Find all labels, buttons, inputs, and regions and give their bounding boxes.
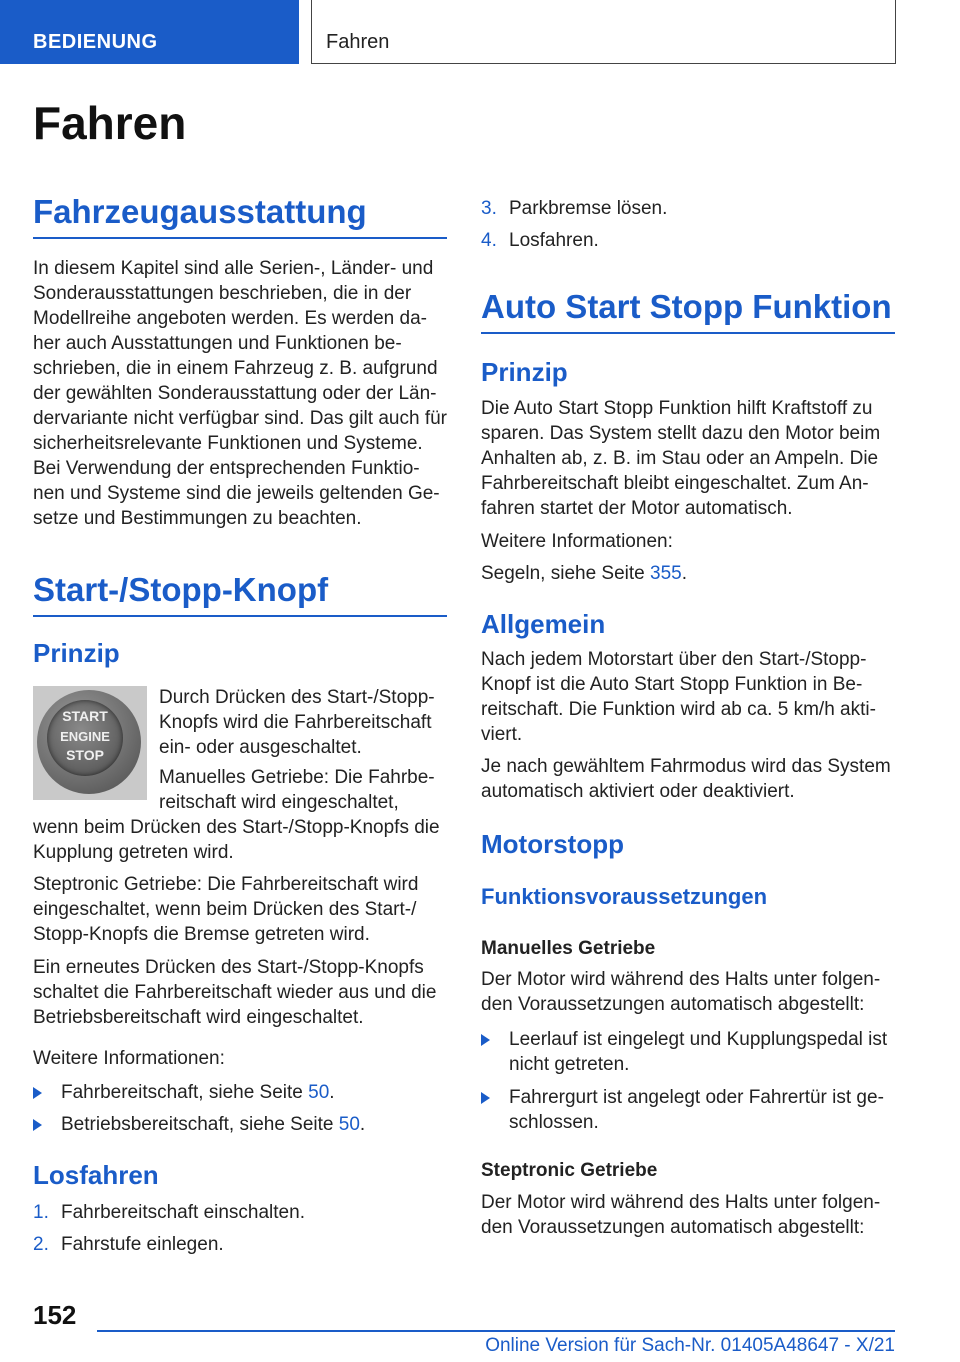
heading-prinzip-left: Prinzip bbox=[33, 638, 120, 668]
footer-online-version: Online Version für Sach-Nr. 01405A48647 - X/21 bbox=[485, 1335, 895, 1356]
paragraph-prinzip-4: Ein erneutes Drücken des Start-/Stopp-Knopfs schaltet die Fahrbereitschaft wieder aus und die Betriebsbereitschaft wird eingeschaltet. bbox=[33, 957, 437, 1028]
list-item: 1. Fahrbereitschaft einschalten. bbox=[33, 1202, 305, 1223]
heading-auto-start-stopp-funktion: Auto Start Stopp Funktion bbox=[481, 288, 895, 334]
start-engine-stop-button-image bbox=[33, 686, 147, 800]
heading-manuelles-getriebe: Manuelles Getriebe bbox=[481, 938, 656, 959]
triangle-bullet-icon bbox=[481, 1092, 490, 1104]
button-label-start: START bbox=[62, 708, 108, 724]
paragraph-prinzip-3: Steptronic Getriebe: Die Fahrbereitschaft wird eingeschaltet, wenn beim Drücken des Start-/ Stopp-Knopfs die Bremse getreten wird. bbox=[33, 874, 419, 945]
button-label-stop: STOP bbox=[66, 747, 104, 763]
footer-divider bbox=[97, 1330, 895, 1332]
triangle-bullet-icon bbox=[33, 1119, 42, 1131]
paragraph-manuelles-getriebe: Der Motor wird während des Halts unter folgen- den Voraussetzungen automatisch abgestellt: bbox=[481, 969, 881, 1015]
list-item: Fahrbereitschaft, siehe Seite 50. bbox=[33, 1080, 453, 1105]
weitere-informationen-left: Weitere Informationen: bbox=[33, 1048, 225, 1069]
paragraph-prinzip-right: Die Auto Start Stopp Funktion hilft Kraftstoff zu sparen. Das System stellt dazu den Motor beim Anhalten ab, z. B. im Stau oder an Ampeln. Die Fahrbereitschaft bleibt eingeschaltet. Zum An- fahren startet der Motor automatisch. bbox=[481, 398, 881, 519]
paragraph-allgemein-1: Nach jedem Motorstart über den Start-/Stopp- Knopf ist die Auto Start Stopp Funktion in Be- reitschaft. Die Funktion wird ab ca. 5 km/h akti- viert. bbox=[481, 649, 876, 745]
heading-losfahren: Losfahren bbox=[33, 1160, 159, 1190]
heading-steptronic-getriebe: Steptronic Getriebe bbox=[481, 1160, 658, 1181]
heading-fahrzeugausstattung: Fahrzeugausstattung bbox=[33, 193, 447, 239]
triangle-bullet-icon bbox=[33, 1087, 42, 1099]
page-title: Fahren bbox=[33, 97, 187, 149]
list-item: Leerlauf ist eingelegt und Kupplungspedal ist nicht getreten. bbox=[481, 1027, 895, 1077]
page-number: 152 bbox=[33, 1300, 77, 1330]
paragraph-prinzip-1: Durch Drücken des Start-/Stopp- Knopfs wird die Fahrbereitschaft ein- oder ausgeschaltet. bbox=[159, 687, 435, 758]
list-item: 2. Fahrstufe einlegen. bbox=[33, 1234, 224, 1255]
list-item: 3. Parkbremse lösen. bbox=[481, 198, 668, 219]
heading-funktionsvoraussetzungen: Funktionsvoraussetzungen bbox=[481, 884, 768, 909]
paragraph-allgemein-2: Je nach gewähltem Fahrmodus wird das System automatisch aktiviert oder deaktiviert. bbox=[481, 756, 891, 802]
heading-motorstopp: Motorstopp bbox=[481, 829, 624, 859]
heading-allgemein: Allgemein bbox=[481, 609, 606, 639]
heading-start-stopp-knopf: Start-/Stopp-Knopf bbox=[33, 571, 447, 617]
paragraph-prinzip-2a: Manuelles Getriebe: Die Fahrbe- reitschaft wird eingeschaltet, bbox=[159, 767, 435, 813]
page-link-355-segeln[interactable]: 355 bbox=[650, 563, 682, 584]
paragraph-prinzip-2b: wenn beim Drücken des Start-/Stopp-Knopfs die Kupplung getreten wird. bbox=[33, 817, 440, 863]
paragraph-steptronic-getriebe: Der Motor wird während des Halts unter folgen- den Voraussetzungen automatisch abgestellt: bbox=[481, 1192, 881, 1238]
header-chapter-box: Fahren bbox=[311, 0, 896, 64]
button-label-engine: ENGINE bbox=[60, 729, 110, 744]
weitere-informationen-right: Weitere Informationen: bbox=[481, 531, 673, 552]
heading-prinzip-right: Prinzip bbox=[481, 357, 568, 387]
list-item: 4. Losfahren. bbox=[481, 230, 599, 251]
list-item: Fahrergurt ist angelegt oder Fahrertür ist ge- schlossen. bbox=[481, 1085, 895, 1135]
page-link-50-fahrbereitschaft[interactable]: 50 bbox=[308, 1082, 330, 1103]
triangle-bullet-icon bbox=[481, 1034, 490, 1046]
page-link-50-betriebsbereitschaft[interactable]: 50 bbox=[338, 1114, 360, 1135]
header-section-tab: BEDIENUNG bbox=[0, 0, 299, 64]
list-item: Betriebsbereitschaft, siehe Seite 50. bbox=[33, 1112, 453, 1137]
segeln-reference: Segeln, siehe Seite 355. bbox=[481, 563, 687, 584]
paragraph-fahrzeugausstattung: In diesem Kapitel sind alle Serien-, Länder- und Sonderausstattungen beschrieben, die in der Modellreihe angeboten werden. Es werden da- her auch Ausstattungen und Funktionen be- schrieben, die in einem Fahrzeug z. B. aufgrund der gewählten Sonderausstattung oder der Län- dervariante nicht verfügbar sind. Das gilt auch für sicherheitsrelevante Funktionen und Systeme. Bei Verwendung der entsprechenden Funktio- nen und Systeme sind die jeweils geltenden Ge- setze und Bestimmungen zu beachten. bbox=[33, 258, 447, 529]
